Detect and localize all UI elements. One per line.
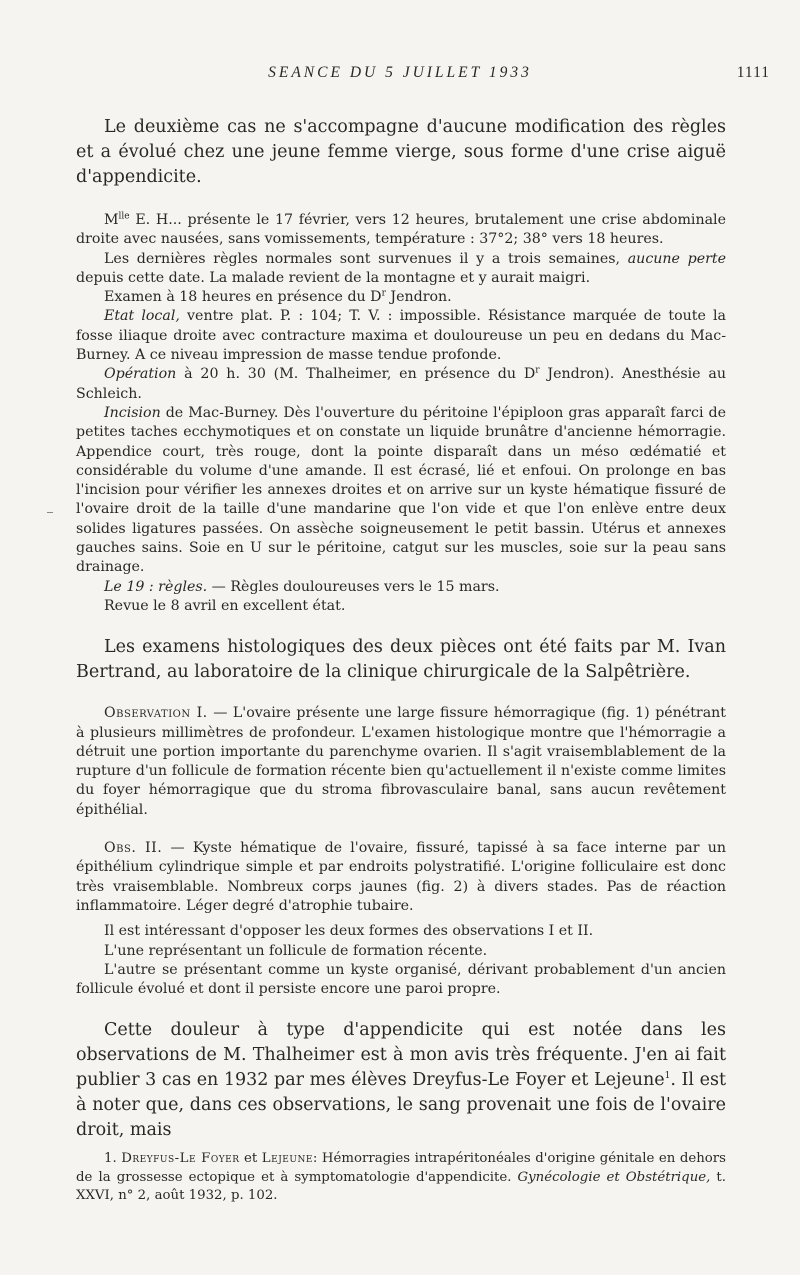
obs2-text: — Kyste hématique de l'ovaire, fissuré, tapissé à sa face interne par un épithélium cylindrique simple et par endroits polystratifié. L'origine folliculaire est donc très vraisemblable. Nombreux corps jaunes (fig. 2) à divers stades. Pas de réaction inflammatoire. Léger degré d'atrophie tubaire. (76, 840, 726, 914)
incision-rest: de Mac-Burney. Dès l'ouverture du péritoine l'épiploon gras apparaît farci de petites taches ecchymotiques et on constate un liquide brunâtre d'ancienne hémorragie. Appendice court, très rouge, dont la pointe disparaît dans un méso œdématié et considérable du volume d'une amande. Il est écrasé, lié et enfoui. On prolonge en bas l'incision pour vérifier les annexes droites et on arrive sur un kyste hématique fissuré de l'ovaire droit de la taille d'une mandarine que l'on vide et que l'on enlève entre deux solides ligatures passées. On assèche soigneusement le petit bassin. Utérus et annexes gauches sains. Soie en U sur le péritoine, catgut sur les muscles, soie sur la peau sans drainage. (76, 404, 726, 576)
footnote (76, 1150, 726, 1206)
le19-rest: — Règles douloureuses vers le 15 mars. (207, 578, 500, 595)
obs-patient (76, 211, 726, 250)
patient-prefix: M (104, 212, 119, 228)
patient-sup: lle (118, 211, 130, 222)
obs-le19 (76, 578, 726, 597)
obs-etat-local (76, 307, 726, 365)
operation-sup: r (535, 365, 540, 376)
paragraph-second-case: Le deuxième cas ne s'accompagne d'aucune modification des règles et a évolué chez une jeune femme vierge, sous forme d'une crise aiguë d'appendicite. (76, 117, 726, 187)
operation-text-a: à 20 h. 30 (M. Thalheimer, en présence du D (176, 366, 536, 383)
footnote-marker: 1. (104, 1151, 122, 1166)
case-observation (76, 211, 726, 616)
body-text (76, 115, 726, 1143)
operation-text-b: Jendron). Anesthésie au Schleich. (76, 366, 726, 402)
para3-text-b: . Il est à noter que, dans ces observations, le sang provenait une fois de l'ovaire droit, mais (76, 1070, 726, 1141)
obs2-label: Obs. II. (104, 840, 163, 857)
examen-text-b: Jendron. (385, 289, 452, 306)
etat-rest: ventre plat. P. : 104; T. V. : impossible. Résistance marquée de toute la fosse iliaque droite avec contracture maxima et douloureuse un peu en dedans du Mac-Burney. A ce niveau impression de masse tendue profonde. (76, 308, 726, 364)
page-number: 1111 (736, 64, 770, 81)
regles-italic: aucune perte (627, 250, 726, 267)
obs1-label: Observation I. (104, 705, 208, 722)
histo-oppose: Il est intéressant d'opposer les deux formes des observations I et II. (104, 923, 594, 940)
regles-text-a: Les dernières règles normales sont survenues il y a trois semaines, (104, 250, 628, 267)
footnote-reference[interactable]: 1 (664, 1071, 671, 1082)
footnote-author-1: Dreyfus-Le Foyer (121, 1151, 240, 1166)
footnote-title: : Hémorragies intrapéritonéales d'origine génitale en dehors de la grossesse ectopique et à symptomatologie d'appendicite. (76, 1151, 726, 1185)
footnote-et: et (239, 1151, 262, 1166)
footnote-citation: t. XXVI, n° 2, août 1932, p. 102. (76, 1169, 726, 1203)
histo-autre: L'autre se présentant comme un kyste organisé, dérivant probablement d'un ancien follicule évolué et dont il persiste encore une paroi propre. (76, 961, 726, 998)
patient-rest: E. H... présente le 17 février, vers 12 heures, brutalement une crise abdominale droite avec nausées, sans vomissements, température : 37°2; 38° vers 18 heures. (76, 212, 726, 248)
operation-italic: Opération (104, 366, 177, 383)
obs1-text: — L'ovaire présente une large fissure hémorragique (fig. 1) pénétrant à plusieurs millimètres de profondeur. L'examen histologique montre que l'hémorragie a détruit une portion importante du parenchyme ovarien. Il s'agit vraisemblablement de la rupture d'un follicule de formation récente bien qu'actuellement il n'existe comme limites du foyer hémorragique que du stroma fibrovasculaire banal, sans aucun revêtement épithélial. (76, 705, 726, 818)
para3-text-a: Cette douleur à type d'appendicite qui est notée dans les observations de M. Thalheimer est à mon avis très fréquente. J'en ai fait publier 3 cas en 1932 par mes élèves Dreyfus-Le Foyer et Lejeune (76, 1020, 726, 1091)
histo-observation-1 (76, 704, 726, 820)
obs-examen (76, 288, 726, 307)
obs-revue: Revue le 8 avril en excellent état. (104, 597, 346, 614)
obs-regles (76, 250, 726, 289)
etat-italic: Etat local, (104, 308, 180, 325)
obs-incision (76, 404, 726, 578)
regles-text-b: depuis cette date. La malade revient de la montagne et y aurait maigri. (76, 269, 591, 286)
paragraph-histology-intro: Les examens histologiques des deux pièces ont été faits par M. Ivan Bertrand, au laboratoire de la clinique chirurgicale de la Salpêtrière. (76, 637, 726, 683)
margin-mark (47, 512, 53, 513)
footnote-journal: Gynécologie et Obstétrique, (517, 1169, 711, 1185)
page-header (0, 64, 800, 88)
paragraph-appendicitis-pain (76, 1018, 726, 1143)
running-head: SEANCE DU 5 JUILLET 1933 (268, 64, 532, 81)
le19-italic: Le 19 : règles. (104, 578, 208, 595)
histo-observation-2 (76, 839, 726, 916)
obs-operation (76, 365, 726, 404)
incision-italic: Incision (104, 404, 161, 421)
examen-text-a: Examen à 18 heures en présence du D (104, 289, 382, 306)
examen-sup: r (381, 288, 386, 299)
histo-une: L'une représentant un follicule de formation récente. (104, 942, 488, 959)
footnote-author-2: Lejeune (261, 1151, 313, 1166)
